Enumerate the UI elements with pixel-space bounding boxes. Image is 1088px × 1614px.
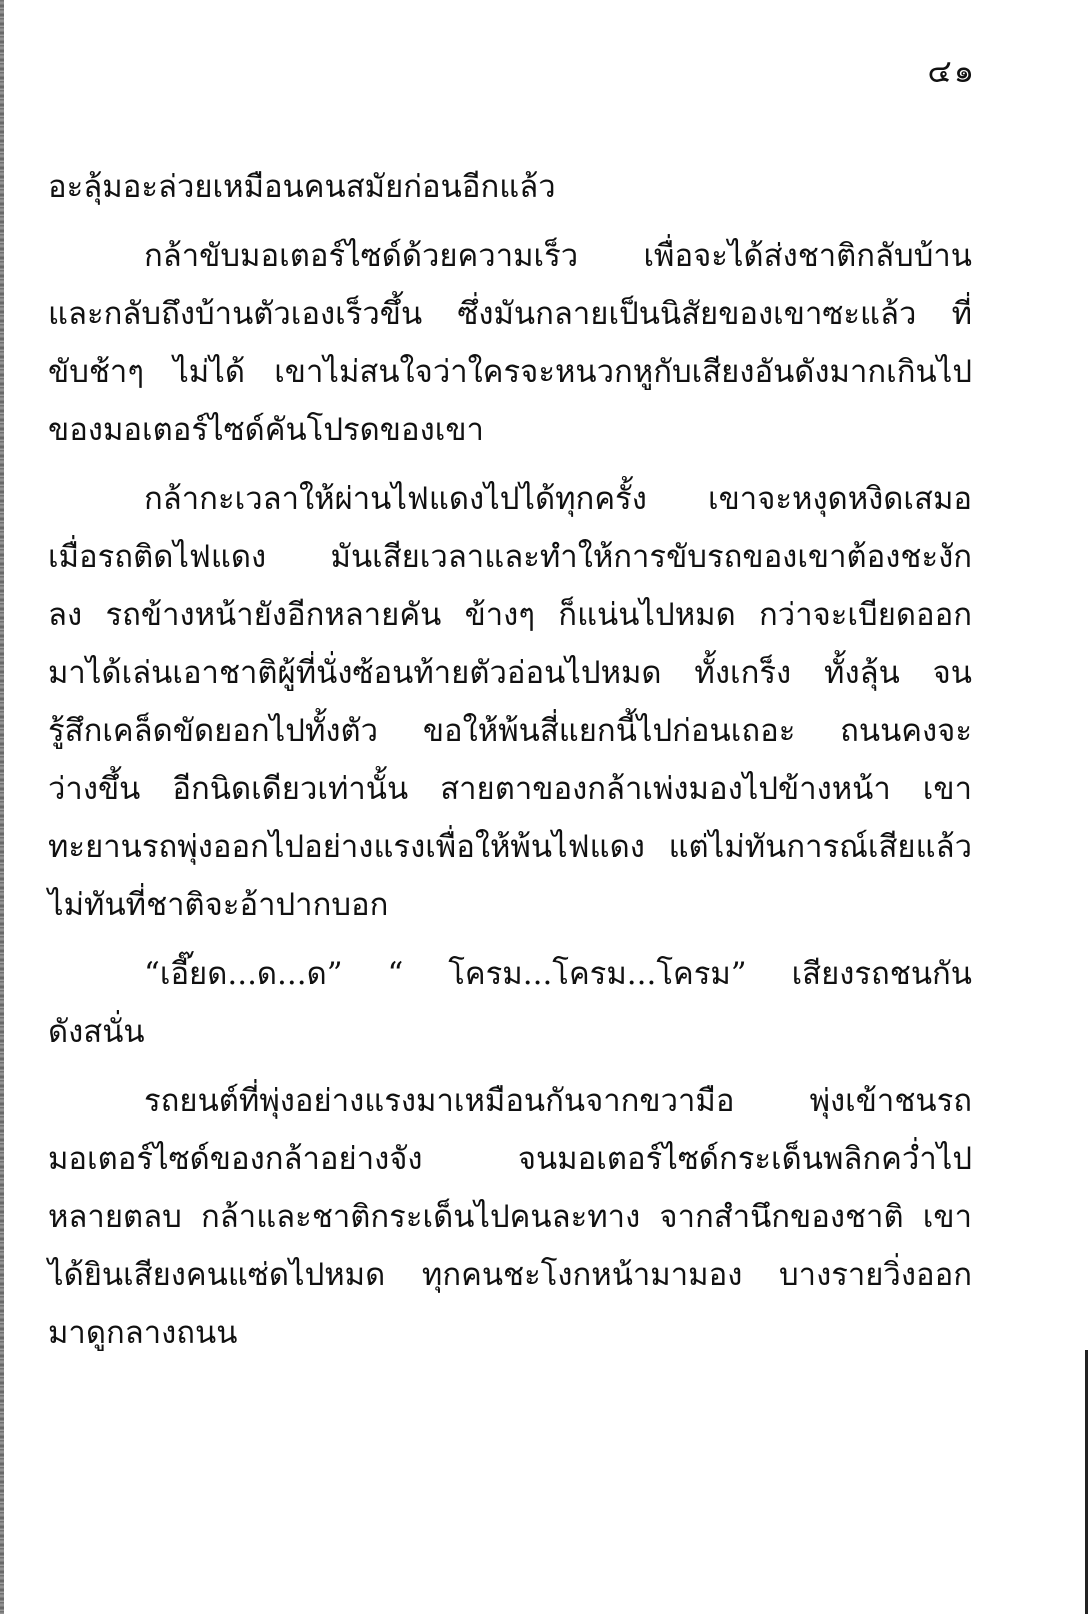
text-line: มาดูกลางถนน: [48, 1315, 238, 1351]
text-line: กล้ากะเวลาให้ผ่านไฟแดงไปได้ทุกครั้ง เขาจะหงุดหงิดเสมอ: [144, 481, 972, 517]
text-line: ทะยานรถพุ่งออกไปอย่างแรงเพื่อให้พ้นไฟแดง แต่ไม่ทันการณ์เสียแล้ว: [48, 829, 972, 865]
text-line: รู้สึกเคล็ดขัดยอกไปทั้งตัว ขอให้พ้นสี่แยกนี้ไปก่อนเถอะ ถนนคงจะ: [48, 713, 972, 749]
page-number: ๔๑: [927, 52, 976, 90]
text-line: ได้ยินเสียงคนแซ่ดไปหมด ทุกคนชะโงกหน้ามามอง บางรายวิ่งออก: [48, 1257, 972, 1293]
text-line: ดังสนั่น: [48, 1014, 145, 1050]
text-line: ว่างขึ้น อีกนิดเดียวเท่านั้น สายตาของกล้าเพ่งมองไปข้างหน้า เขา: [48, 771, 972, 807]
text-line: ขับช้าๆ ไม่ได้ เขาไม่สนใจว่าใครจะหนวกหูกับเสียงอันดังมากเกินไป: [48, 354, 972, 390]
text-line: ลง รถข้างหน้ายังอีกหลายคัน ข้างๆ ก็แน่นไปหมด กว่าจะเบียดออก: [48, 597, 972, 633]
text-line: มาได้เล่นเอาชาติผู้ที่นั่งซ้อนท้ายตัวอ่อนไปหมด ทั้งเกร็ง ทั้งลุ้น จน: [48, 655, 972, 691]
scan-edge-left: [0, 0, 4, 1614]
text-line: ของมอเตอร์ไซด์คันโปรดของเขา: [48, 412, 484, 448]
text-line: กล้าขับมอเตอร์ไซด์ด้วยความเร็ว เพื่อจะได้ส่งชาติกลับบ้าน: [144, 238, 972, 274]
text-line: มอเตอร์ไซด์ของกล้าอย่างจัง จนมอเตอร์ไซด์กระเด็นพลิกคว่ำไป: [48, 1141, 972, 1177]
text-line: ไม่ทันที่ชาติจะอ้าปากบอก: [48, 887, 389, 923]
text-line: “เอี๊ยด...ด...ด” “ โครม...โครม...โครม” เสียงรถชนกัน: [144, 956, 972, 992]
text-line: อะลุ้มอะล่วยเหมือนคนสมัยก่อนอีกแล้ว: [48, 169, 556, 205]
text-line: หลายตลบ กล้าและชาติกระเด็นไปคนละทาง จากสำนึกของชาติ เขา: [48, 1199, 972, 1235]
body-text: [48, 158, 972, 1362]
text-line: รถยนต์ที่พุ่งอย่างแรงมาเหมือนกันจากขวามือ พุ่งเข้าชนรถ: [144, 1083, 972, 1119]
text-line: เมื่อรถติดไฟแดง มันเสียเวลาและทำให้การขับรถของเขาต้องชะงัก: [48, 539, 972, 575]
text-line: และกลับถึงบ้านตัวเองเร็วขึ้น ซึ่งมันกลายเป็นนิสัยของเขาซะแล้ว ที่: [48, 296, 972, 332]
